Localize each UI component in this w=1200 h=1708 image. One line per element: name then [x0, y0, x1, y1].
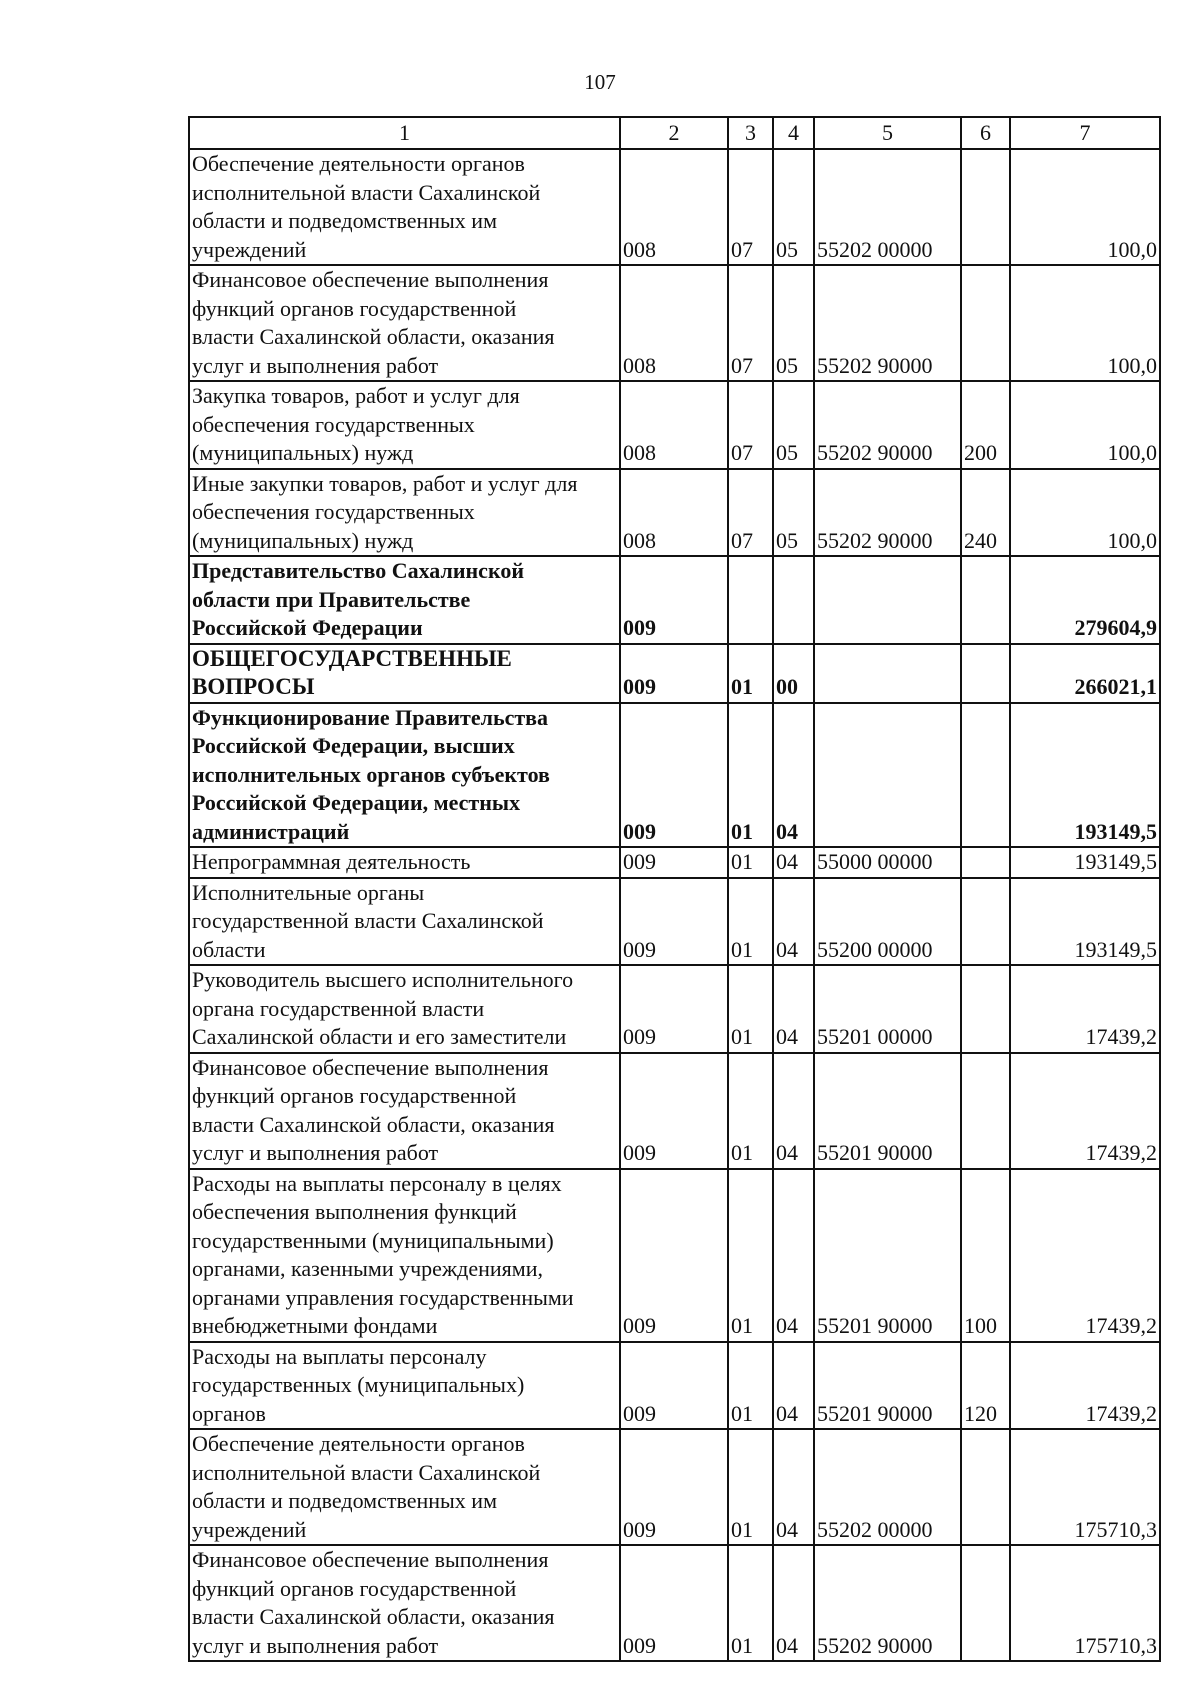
ministry-code-cell: 009 — [620, 1545, 728, 1661]
item-name-cell — [189, 703, 620, 848]
subsection-code-cell: 04 — [773, 703, 814, 848]
item-name-cell — [189, 1429, 620, 1545]
header-cell-2: 2 — [620, 117, 728, 149]
item-name-line: Представительство Сахалинской — [192, 558, 525, 583]
subsection-code-cell: 04 — [773, 878, 814, 966]
item-name-line: (муниципальных) нужд — [192, 440, 414, 465]
section-code-cell: 01 — [728, 1342, 773, 1430]
subsection-code-cell: 05 — [773, 381, 814, 469]
item-name-line: услуг и выполнения работ — [192, 1140, 439, 1165]
expense-type-cell — [961, 847, 1010, 878]
amount-cell: 100,0 — [1010, 381, 1160, 469]
item-name-cell — [189, 847, 620, 878]
amount-cell: 193149,5 — [1010, 703, 1160, 848]
item-name-line: Обеспечение деятельности органов — [192, 1431, 525, 1456]
item-name-line: власти Сахалинской области, оказания — [192, 1604, 555, 1629]
subsection-code-cell: 04 — [773, 1429, 814, 1545]
ministry-code-cell: 009 — [620, 1342, 728, 1430]
item-name-cell — [189, 381, 620, 469]
target-article-cell: 55201 90000 — [814, 1169, 961, 1342]
item-name-cell — [189, 878, 620, 966]
table-row — [189, 469, 1160, 557]
target-article-cell: 55000 00000 — [814, 847, 961, 878]
table-row — [189, 381, 1160, 469]
section-code-cell: 07 — [728, 381, 773, 469]
ministry-code-cell: 008 — [620, 381, 728, 469]
amount-cell: 175710,3 — [1010, 1429, 1160, 1545]
item-name-line: области — [192, 936, 266, 962]
table-row — [189, 1169, 1160, 1342]
subsection-code-cell — [773, 556, 814, 644]
target-article-cell: 55202 90000 — [814, 381, 961, 469]
target-article-cell: 55201 90000 — [814, 1342, 961, 1430]
section-code-cell: 01 — [728, 644, 773, 703]
item-name-line: власти Сахалинской области, оказания — [192, 1111, 555, 1137]
target-article-cell: 55201 90000 — [814, 1053, 961, 1169]
item-name-line: ОБЩЕГОСУДАРСТВЕННЫЕ — [192, 645, 512, 671]
item-name-line: Российской Федерации — [192, 615, 423, 640]
table-row — [189, 965, 1160, 1053]
amount-cell: 17439,2 — [1010, 1169, 1160, 1342]
subsection-code-cell: 05 — [773, 149, 814, 265]
expense-type-cell — [961, 149, 1010, 265]
table-row — [189, 644, 1160, 703]
item-name-cell — [189, 265, 620, 381]
item-name-line: государственной власти Сахалинской — [192, 908, 544, 933]
table-row — [189, 703, 1160, 848]
item-name-line: Расходы на выплаты персоналу — [192, 1343, 487, 1369]
table-row — [189, 149, 1160, 265]
table-row — [189, 1429, 1160, 1545]
ministry-code-cell: 008 — [620, 149, 728, 265]
budget-table — [188, 116, 1161, 1662]
expense-type-cell — [961, 265, 1010, 381]
subsection-code-cell: 04 — [773, 1169, 814, 1342]
section-code-cell: 07 — [728, 149, 773, 265]
item-name-line: услуг и выполнения работ — [192, 1632, 439, 1658]
target-article-cell — [814, 703, 961, 848]
item-name-line: органов — [192, 1400, 266, 1426]
target-article-cell — [814, 556, 961, 644]
amount-cell: 266021,1 — [1010, 644, 1160, 703]
expense-type-cell: 120 — [961, 1342, 1010, 1430]
item-name-line: администраций — [192, 818, 350, 844]
expense-type-cell — [961, 556, 1010, 644]
item-name-cell — [189, 644, 620, 703]
expense-type-cell: 200 — [961, 381, 1010, 469]
item-name-line: (муниципальных) нужд — [192, 527, 414, 553]
header-cell-1: 1 — [189, 117, 620, 149]
target-article-cell: 55201 00000 — [814, 965, 961, 1053]
table-row — [189, 878, 1160, 966]
target-article-cell: 55202 90000 — [814, 1545, 961, 1661]
ministry-code-cell: 008 — [620, 469, 728, 557]
item-name-line: Сахалинской области и его заместители — [192, 1024, 567, 1049]
item-name-line: исполнительной власти Сахалинской — [192, 179, 541, 205]
expense-type-cell — [961, 878, 1010, 966]
item-name-line: внебюджетными фондами — [192, 1313, 438, 1338]
item-name-line: услуг и выполнения работ — [192, 352, 439, 378]
item-name-line: области и подведомственных им — [192, 1488, 498, 1513]
expense-type-cell — [961, 644, 1010, 703]
expense-type-cell — [961, 703, 1010, 848]
section-code-cell: 01 — [728, 1053, 773, 1169]
subsection-code-cell: 04 — [773, 1342, 814, 1430]
subsection-code-cell: 00 — [773, 644, 814, 703]
item-name-line: органами, казенными учреждениями, — [192, 1256, 543, 1281]
item-name-line: Расходы на выплаты персоналу в целях — [192, 1170, 562, 1196]
amount-cell: 100,0 — [1010, 265, 1160, 381]
subsection-code-cell: 04 — [773, 965, 814, 1053]
amount-cell: 17439,2 — [1010, 1053, 1160, 1169]
item-name-line: Российской Федерации, местных — [192, 790, 521, 815]
item-name-line: Исполнительные органы — [192, 879, 425, 905]
amount-cell: 100,0 — [1010, 149, 1160, 265]
target-article-cell: 55202 90000 — [814, 469, 961, 557]
item-name-line: Обеспечение деятельности органов — [192, 151, 525, 176]
item-name-cell — [189, 1342, 620, 1430]
item-name-line: ВОПРОСЫ — [192, 674, 315, 699]
item-name-line: Закупка товаров, работ и услуг для — [192, 383, 520, 408]
header-cell-3: 3 — [728, 117, 773, 149]
item-name-cell — [189, 149, 620, 265]
item-name-cell — [189, 1545, 620, 1661]
ministry-code-cell: 009 — [620, 878, 728, 966]
item-name-line: Финансовое обеспечение выполнения — [192, 267, 549, 292]
header-cell-5: 5 — [814, 117, 961, 149]
header-cell-7: 7 — [1010, 117, 1160, 149]
section-code-cell: 07 — [728, 469, 773, 557]
item-name-line: Непрограммная деятельность — [192, 849, 471, 874]
item-name-cell — [189, 1169, 620, 1342]
item-name-line: Финансовое обеспечение выполнения — [192, 1547, 549, 1572]
item-name-line: государственными (муниципальными) — [192, 1227, 554, 1253]
item-name-line: исполнительной власти Сахалинской — [192, 1459, 541, 1485]
subsection-code-cell: 05 — [773, 469, 814, 557]
item-name-cell — [189, 1053, 620, 1169]
item-name-cell — [189, 556, 620, 644]
ministry-code-cell: 009 — [620, 847, 728, 878]
section-code-cell: 01 — [728, 1545, 773, 1661]
amount-cell: 17439,2 — [1010, 1342, 1160, 1430]
item-name-line: органами управления государственными — [192, 1284, 574, 1310]
table-row — [189, 556, 1160, 644]
table-row — [189, 265, 1160, 381]
expense-type-cell: 240 — [961, 469, 1010, 557]
item-name-line: учреждений — [192, 1516, 307, 1542]
page-number: 107 — [584, 70, 616, 94]
section-code-cell: 01 — [728, 1429, 773, 1545]
target-article-cell: 55202 00000 — [814, 1429, 961, 1545]
ministry-code-cell: 009 — [620, 1053, 728, 1169]
item-name-line: области при Правительстве — [192, 586, 471, 612]
header-cell-4: 4 — [773, 117, 814, 149]
expense-type-cell — [961, 1545, 1010, 1661]
item-name-line: Функционирование Правительства — [192, 704, 549, 730]
item-name-line: учреждений — [192, 236, 307, 262]
item-name-cell — [189, 469, 620, 557]
item-name-line: обеспечения государственных — [192, 411, 475, 437]
item-name-line: государственных (муниципальных) — [192, 1372, 525, 1397]
item-name-line: власти Сахалинской области, оказания — [192, 324, 555, 349]
expense-type-cell — [961, 1429, 1010, 1545]
ministry-code-cell: 008 — [620, 265, 728, 381]
item-name-line: обеспечения выполнения функций — [192, 1199, 517, 1224]
amount-cell: 193149,5 — [1010, 878, 1160, 966]
target-article-cell: 55202 90000 — [814, 265, 961, 381]
target-article-cell: 55202 00000 — [814, 149, 961, 265]
item-name-line: Иные закупки товаров, работ и услуг для — [192, 470, 578, 496]
item-name-line: Финансовое обеспечение выполнения — [192, 1054, 549, 1080]
item-name-line: функций органов государственной — [192, 1083, 517, 1108]
amount-cell: 279604,9 — [1010, 556, 1160, 644]
item-name-line: органа государственной власти — [192, 995, 485, 1021]
item-name-line: функций органов государственной — [192, 295, 517, 321]
amount-cell: 193149,5 — [1010, 847, 1160, 878]
target-article-cell: 55200 00000 — [814, 878, 961, 966]
expense-type-cell: 100 — [961, 1169, 1010, 1342]
section-code-cell: 01 — [728, 1169, 773, 1342]
subsection-code-cell: 04 — [773, 1545, 814, 1661]
amount-cell: 175710,3 — [1010, 1545, 1160, 1661]
subsection-code-cell: 05 — [773, 265, 814, 381]
ministry-code-cell: 009 — [620, 644, 728, 703]
section-code-cell: 07 — [728, 265, 773, 381]
amount-cell: 100,0 — [1010, 469, 1160, 557]
header-cell-6: 6 — [961, 117, 1010, 149]
item-name-line: Российской Федерации, высших — [192, 733, 515, 758]
table-row — [189, 1545, 1160, 1661]
item-name-cell — [189, 965, 620, 1053]
table-row — [189, 1053, 1160, 1169]
section-code-cell: 01 — [728, 703, 773, 848]
subsection-code-cell: 04 — [773, 1053, 814, 1169]
section-code-cell — [728, 556, 773, 644]
ministry-code-cell: 009 — [620, 556, 728, 644]
amount-cell: 17439,2 — [1010, 965, 1160, 1053]
expense-type-cell — [961, 1053, 1010, 1169]
item-name-line: функций органов государственной — [192, 1575, 517, 1601]
table-row — [189, 1342, 1160, 1430]
item-name-line: исполнительных органов субъектов — [192, 761, 550, 787]
header-row — [189, 117, 1160, 149]
target-article-cell — [814, 644, 961, 703]
item-name-line: Руководитель высшего исполнительного — [192, 967, 574, 992]
ministry-code-cell: 009 — [620, 965, 728, 1053]
table-row — [189, 847, 1160, 878]
section-code-cell: 01 — [728, 878, 773, 966]
section-code-cell: 01 — [728, 965, 773, 1053]
ministry-code-cell: 009 — [620, 703, 728, 848]
ministry-code-cell: 009 — [620, 1169, 728, 1342]
subsection-code-cell: 04 — [773, 847, 814, 878]
section-code-cell: 01 — [728, 847, 773, 878]
expense-type-cell — [961, 965, 1010, 1053]
ministry-code-cell: 009 — [620, 1429, 728, 1545]
item-name-line: области и подведомственных им — [192, 208, 498, 233]
item-name-line: обеспечения государственных — [192, 499, 475, 524]
